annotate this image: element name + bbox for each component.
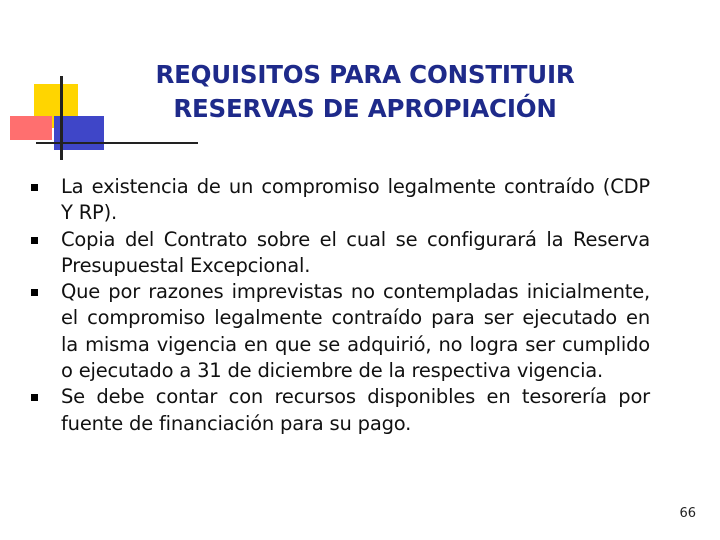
bullet-square-icon <box>31 394 38 401</box>
decor-horizontal-line <box>36 142 198 144</box>
bullet-item <box>30 279 650 384</box>
bullet-text: La existencia de un compromiso legalmente contraído (CDP Y RP). <box>61 175 650 225</box>
title-line-2: RESERVAS DE APROPIACIÓN <box>173 94 557 123</box>
bullet-square-icon <box>31 184 38 191</box>
bullet-item <box>30 227 650 280</box>
bullet-item <box>30 174 650 227</box>
bullet-list <box>30 174 650 437</box>
bullet-item <box>30 384 650 437</box>
bullet-text: Copia del Contrato sobre el cual se configurará la Reserva Presupuestal Excepcional. <box>61 227 650 277</box>
bullet-square-icon <box>31 237 38 244</box>
bullet-text: Se debe contar con recursos disponibles en tesorería por fuente de financiación para su pago. <box>61 385 650 435</box>
bullet-text: Que por razones imprevistas no contempladas inicialmente, el compromiso legalmente contraído para ser ejecutado en la misma vigencia en que se adquirió, no logra ser cumplido o ejecutado a 31 de diciembre de la respectiva vigencia. <box>61 280 650 383</box>
bullet-square-icon <box>31 289 38 296</box>
page-number: 66 <box>679 506 696 521</box>
decor-red-bar <box>10 116 52 140</box>
decor-vertical-line <box>60 76 63 160</box>
slide-title <box>105 58 625 126</box>
title-line-1: REQUISITOS PARA CONSTITUIR <box>155 60 575 89</box>
